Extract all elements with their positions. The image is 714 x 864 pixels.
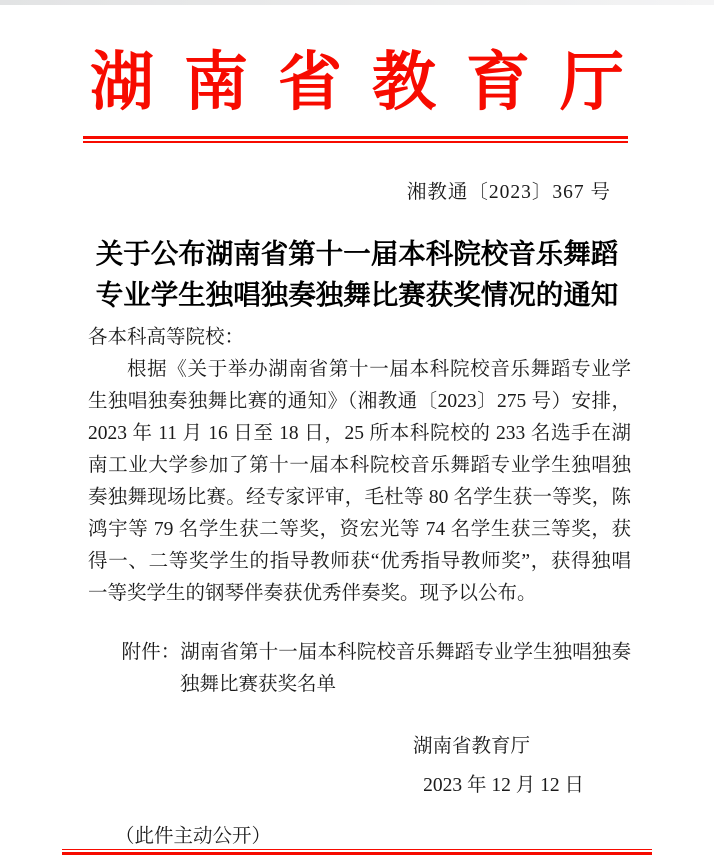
- signature-agency: 湖南省教育厅: [412, 736, 530, 757]
- doc-number: 湘教通〔2023〕367 号: [406, 182, 611, 203]
- attachment-label: 附件：: [121, 642, 181, 663]
- publicity-note: （此件主动公开）: [115, 826, 272, 847]
- bottom-divider: [62, 849, 652, 855]
- notice-title: [0, 233, 714, 315]
- salutation: 各本科高等院校：: [88, 327, 245, 348]
- attachment-line: [88, 637, 631, 701]
- notice-title-line2: 专业学生独唱独奏独舞比赛获奖情况的通知: [95, 279, 619, 310]
- scan-edge-strip: [0, 0, 714, 5]
- signature-date: 2023 年 12 月 12 日: [423, 775, 584, 796]
- body-paragraph: 根据《关于举办湖南省第十一届本科院校音乐舞蹈专业学生独唱独奏独舞比赛的通知》（湘教通〔2023〕275 号）安排，2023 年 11 月 16 日至 18 日，25 所本科院校的 233 名选手在湖南工业大学参加了第十一届本科院校音乐舞蹈专业学生独唱独奏独舞现场比赛。经专家评审，毛杜等 80 名学生获一等奖，陈鸿宇等 79 名学生获二等奖，资宏光等 74 名学生获三等奖，获得一、二等奖学生的指导教师获“优秀指导教师奖”，获得独唱一等奖学生的钢琴伴奏获优秀伴奏奖。现予以公布。: [88, 359, 631, 604]
- notice-title-line1: 关于公布湖南省第十一届本科院校音乐舞蹈: [95, 238, 619, 269]
- letterhead-divider: [83, 136, 628, 143]
- document-body: [88, 322, 631, 850]
- attachment-text: 湖南省第十一届本科院校音乐舞蹈专业学生独唱独奏独舞比赛获奖名单: [180, 642, 631, 695]
- letterhead-title: 湖南省教育厅: [90, 47, 654, 118]
